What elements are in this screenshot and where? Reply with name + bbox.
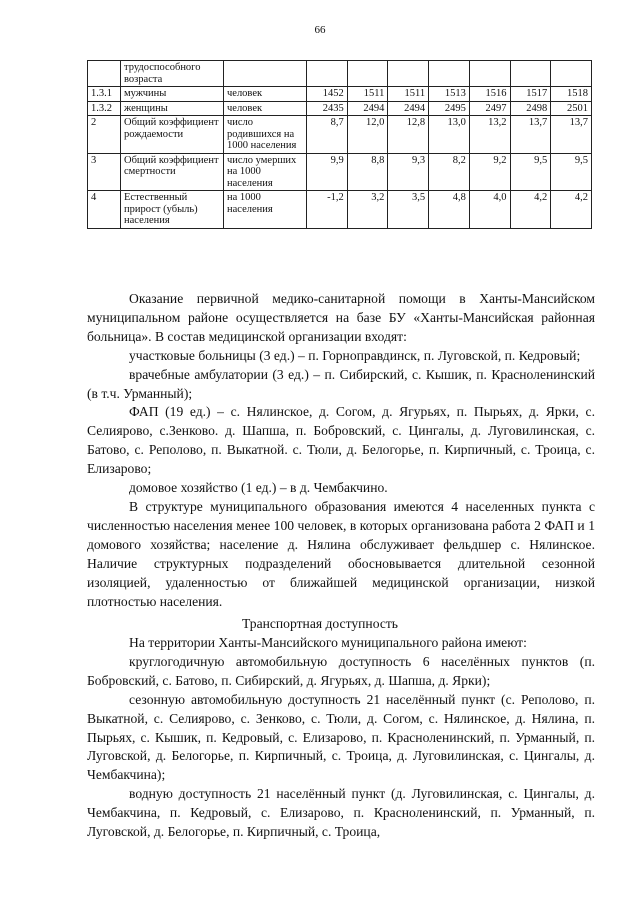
table-row bbox=[88, 61, 592, 87]
value-cell bbox=[429, 61, 470, 87]
page-number: 66 bbox=[314, 24, 326, 36]
paragraph: круглогодичную автомобильную доступность 6 населённых пунктов (п. Бобровский, с. Батово, п. Сибирский, д. Ягурьях, д. Шапша, д. Ярки); bbox=[87, 653, 595, 688]
value-cell: 1518 bbox=[551, 87, 592, 102]
value-cell: 1452 bbox=[307, 87, 348, 102]
value-cell: 9,2 bbox=[469, 153, 510, 191]
table-row bbox=[88, 153, 592, 191]
value-cell: 2501 bbox=[551, 101, 592, 116]
value-cell: 9,5 bbox=[510, 153, 551, 191]
demographics-table bbox=[87, 60, 592, 229]
value-cell: 13,7 bbox=[551, 116, 592, 154]
table-row bbox=[88, 101, 592, 116]
value-cell: 1511 bbox=[388, 87, 429, 102]
value-cell: 4,2 bbox=[551, 191, 592, 229]
value-cell: 2494 bbox=[388, 101, 429, 116]
indicator-name-cell: женщины bbox=[121, 101, 224, 116]
medical-care-section bbox=[87, 290, 595, 611]
value-cell: 4,2 bbox=[510, 191, 551, 229]
unit-cell: человек bbox=[224, 101, 307, 116]
paragraph: На территории Ханты-Мансийского муниципального района имеют: bbox=[129, 635, 527, 650]
indicator-name-cell: Естественный прирост (убыль) населения bbox=[121, 191, 224, 229]
value-cell bbox=[469, 61, 510, 87]
value-cell: 4,0 bbox=[469, 191, 510, 229]
value-cell: 12,0 bbox=[347, 116, 388, 154]
transport-section bbox=[87, 634, 595, 842]
value-cell: 8,2 bbox=[429, 153, 470, 191]
value-cell: 3,2 bbox=[347, 191, 388, 229]
value-cell: 1516 bbox=[469, 87, 510, 102]
table-body bbox=[88, 61, 592, 229]
value-cell: 2498 bbox=[510, 101, 551, 116]
table-row bbox=[88, 191, 592, 229]
paragraph: ФАП (19 ед.) – с. Нялинское, д. Согом, д. Ягурьях, п. Пырьях, д. Ярки, с. Селиярово, с.Зенково. д. Шапша, п. Бобровский, с. Цингалы, д. Луговилинская, с. Батово, с. Реполово, п. Выкатной. с. Тюли, д. Белогорье, п. Кирпичный, с. Троица, с. Елизарово; bbox=[87, 404, 595, 477]
section-heading: Транспортная доступность bbox=[241, 616, 399, 631]
value-cell: 2497 bbox=[469, 101, 510, 116]
value-cell: 1517 bbox=[510, 87, 551, 102]
paragraph: В структуре муниципального образования имеются 4 населенных пункта с численностью населения менее 100 человек, в которых организована работа 2 ФАП и 1 домового хозяйства; население д. Нялина обслуживает фельдшер с. Нялинское. Наличие структурных подразделений обосновывается длительной сезонной изоляцией, удаленностью от ближайшей медицинской организации, низкой плотностью населения. bbox=[87, 498, 595, 609]
value-cell bbox=[510, 61, 551, 87]
value-cell bbox=[307, 61, 348, 87]
value-cell: 12,8 bbox=[388, 116, 429, 154]
indicator-name-cell: мужчины bbox=[121, 87, 224, 102]
value-cell: 1511 bbox=[347, 87, 388, 102]
indicator-name-cell: трудоспособного возраста bbox=[121, 61, 224, 87]
indicator-name-cell: Общий коэффициент смертности bbox=[121, 153, 224, 191]
value-cell: 2494 bbox=[347, 101, 388, 116]
value-cell bbox=[347, 61, 388, 87]
value-cell: 2435 bbox=[307, 101, 348, 116]
table-row bbox=[88, 87, 592, 102]
value-cell: 13,0 bbox=[429, 116, 470, 154]
value-cell: 1513 bbox=[429, 87, 470, 102]
row-number-cell: 1.3.1 bbox=[88, 87, 121, 102]
value-cell: 2495 bbox=[429, 101, 470, 116]
unit-cell: на 1000 населения bbox=[224, 191, 307, 229]
row-number-cell: 4 bbox=[88, 191, 121, 229]
value-cell: 4,8 bbox=[429, 191, 470, 229]
unit-cell: число умерших на 1000 населения bbox=[224, 153, 307, 191]
unit-cell bbox=[224, 61, 307, 87]
value-cell: 13,7 bbox=[510, 116, 551, 154]
table-row bbox=[88, 116, 592, 154]
paragraph: домовое хозяйство (1 ед.) – в д. Чембакчино. bbox=[129, 480, 388, 496]
indicator-name-cell: Общий коэффициент рождаемости bbox=[121, 116, 224, 154]
value-cell: 9,3 bbox=[388, 153, 429, 191]
row-number-cell: 3 bbox=[88, 153, 121, 191]
paragraph: врачебные амбулатории (3 ед.) – п. Сибирский, с. Кышик, п. Красноленинский (в т.ч. Урманный); bbox=[87, 366, 595, 401]
value-cell: 13,2 bbox=[469, 116, 510, 154]
paragraph: водную доступность 21 населённый пункт (д. Луговилинская, с. Цингалы, д. Чембакчина, п. Кедровый, с. Елизарово, п. Красноленинский, п. Урманный, п. Луговской, д. Белогорье, п. Кирпичный, с. Троица, bbox=[87, 786, 595, 840]
value-cell bbox=[551, 61, 592, 87]
row-number-cell: 2 bbox=[88, 116, 121, 154]
value-cell: 3,5 bbox=[388, 191, 429, 229]
value-cell: 8,7 bbox=[307, 116, 348, 154]
paragraph: сезонную автомобильную доступность 21 населённый пункт (с. Реполово, п. Выкатной, с. Селиярово, с. Зенково, с. Тюли, д. Согом, с. Нялинское, д. Нялина, п. Пырьях, с. Кышик, п. Кедровый, с. Елизарово, п. Красноленинский, п. Урманный, п. Луговской, д. Белогорье, п. Кирпичный, с. Троица, д. Луговилинская, с. Цингалы, д. Чембакчина); bbox=[87, 691, 595, 783]
value-cell: 9,9 bbox=[307, 153, 348, 191]
value-cell: -1,2 bbox=[307, 191, 348, 229]
row-number-cell: 1.3.2 bbox=[88, 101, 121, 116]
value-cell: 8,8 bbox=[347, 153, 388, 191]
row-number-cell bbox=[88, 61, 121, 87]
value-cell bbox=[388, 61, 429, 87]
paragraph: Оказание первичной медико-санитарной помощи в Ханты-Мансийском муниципальном районе осуществляется на базе БУ «Ханты-Мансийская районная больница». В состав медицинской организации входят: bbox=[87, 291, 595, 344]
unit-cell: число родившихся на 1000 населения bbox=[224, 116, 307, 154]
paragraph: участковые больницы (3 ед.) – п. Горноправдинск, п. Луговской, п. Кедровый; bbox=[129, 347, 581, 363]
value-cell: 9,5 bbox=[551, 153, 592, 191]
unit-cell: человек bbox=[224, 87, 307, 102]
